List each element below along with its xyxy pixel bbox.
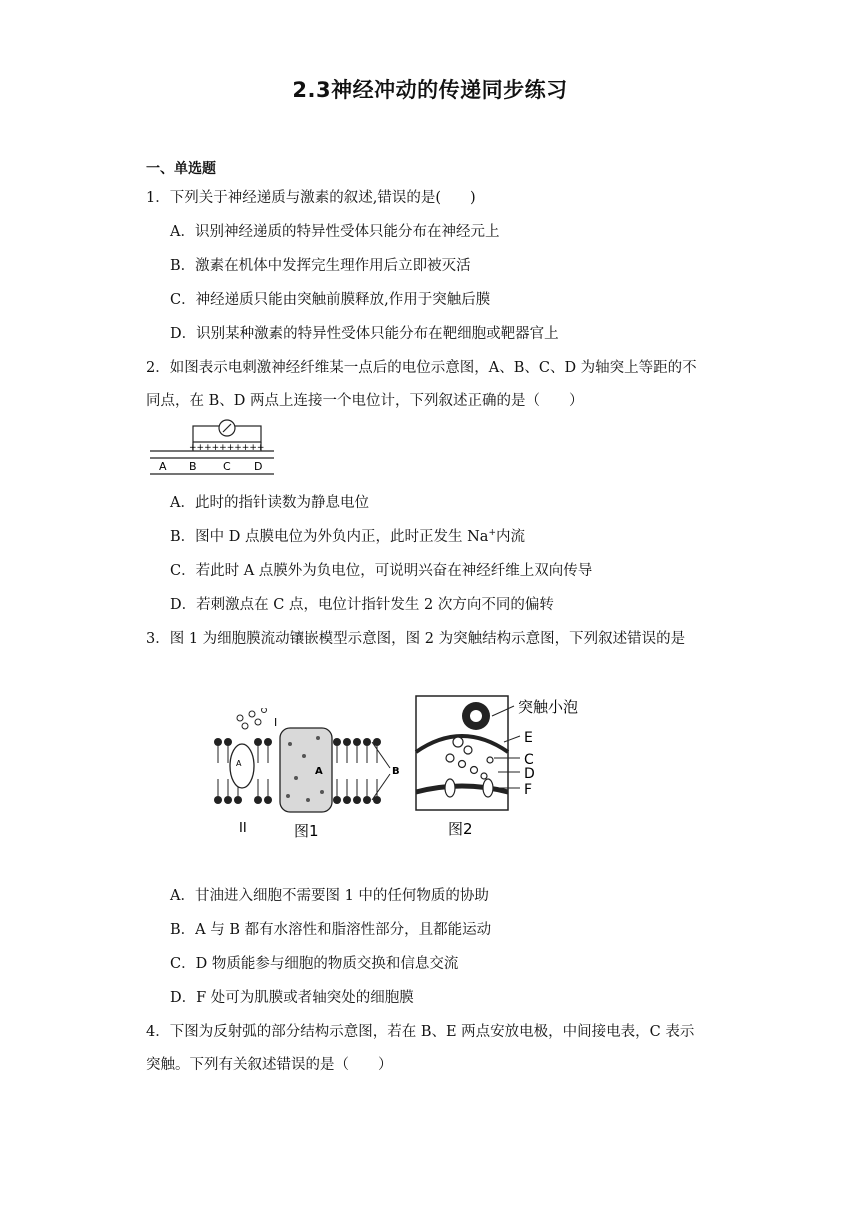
fig-label-a: A	[159, 460, 167, 473]
q1-option-b: B．激素在机体中发挥完生理作用后立即被灭活	[170, 258, 471, 274]
fig2-vesicle-label: 突触小泡	[518, 698, 579, 716]
fig2-label-d: D	[524, 766, 535, 782]
q2-option-d: D．若刺激点在 C 点，电位计指针发生 2 次方向不同的偏转	[170, 597, 554, 613]
fig2-caption: 图2	[448, 820, 473, 838]
fig-label-c: C	[223, 460, 231, 473]
q2-stem-line2: 同点，在 B、D 两点上连接一个电位计，下列叙述正确的是（ ）	[146, 393, 584, 409]
fig1-caption: 图1	[294, 822, 319, 840]
q3-figure-2-synapse	[414, 694, 594, 842]
section-heading: 一、单选题	[146, 161, 216, 177]
fig1-label-i: I	[274, 716, 278, 729]
q3-figure-1-membrane	[212, 708, 410, 846]
svg-text:++++++++++: ++++++++++	[189, 443, 265, 453]
q2-option-b: B．图中 D 点膜电位为外负内正，此时正发生 Na+内流	[170, 528, 525, 545]
q1-option-a: A．识别神经递质的特异性受体只能分布在神经元上	[170, 224, 500, 240]
fig-label-d: D	[254, 460, 263, 473]
fig2-label-f: F	[524, 782, 533, 798]
q4-stem-line1: 4．下图为反射弧的部分结构示意图，若在 B、E 两点安放电极，中间接电表，C 表示	[146, 1024, 695, 1040]
fig1-label-ii: II	[239, 821, 247, 836]
q2-figure-nerve-fiber	[146, 418, 276, 476]
q3-option-c: C．D 物质能参与细胞的物质交换和信息交流	[170, 956, 459, 972]
q1-stem: 1．下列关于神经递质与激素的叙述,错误的是( )	[146, 190, 476, 206]
q3-option-b: B．A 与 B 都有水溶性和脂溶性部分，且都能运动	[170, 922, 492, 938]
fig1-label-b: B	[392, 766, 400, 777]
q3-option-a: A．甘油进入细胞不需要图 1 中的任何物质的协助	[170, 888, 489, 904]
svg-text:A: A	[236, 759, 242, 768]
q1-option-c: C．神经递质只能由突触前膜释放,作用于突触后膜	[170, 292, 491, 308]
q3-option-d: D．F 处可为肌膜或者轴突处的细胞膜	[170, 990, 414, 1006]
fig1-label-a: A	[315, 766, 323, 777]
q4-stem-line2: 突触。下列有关叙述错误的是（ ）	[146, 1057, 393, 1073]
fig-label-b: B	[189, 460, 197, 473]
q2-stem-line1: 2．如图表示电刺激神经纤维某一点后的电位示意图，A、B、C、D 为轴突上等距的不	[146, 360, 697, 376]
page-title: 2.3神经冲动的传递同步练习	[292, 78, 568, 102]
q2-option-a: A．此时的指针读数为静息电位	[170, 495, 369, 511]
q3-stem: 3．图 1 为细胞膜流动镶嵌模型示意图，图 2 为突触结构示意图，下列叙述错误的是	[146, 631, 686, 647]
fig2-label-e: E	[524, 730, 533, 746]
q1-option-d: D．识别某种激素的特异性受体只能分布在靶细胞或靶器官上	[170, 326, 559, 342]
q2-option-c: C．若此时 A 点膜外为负电位，可说明兴奋在神经纤维上双向传导	[170, 563, 593, 579]
fig2-label-c: C	[524, 752, 534, 768]
